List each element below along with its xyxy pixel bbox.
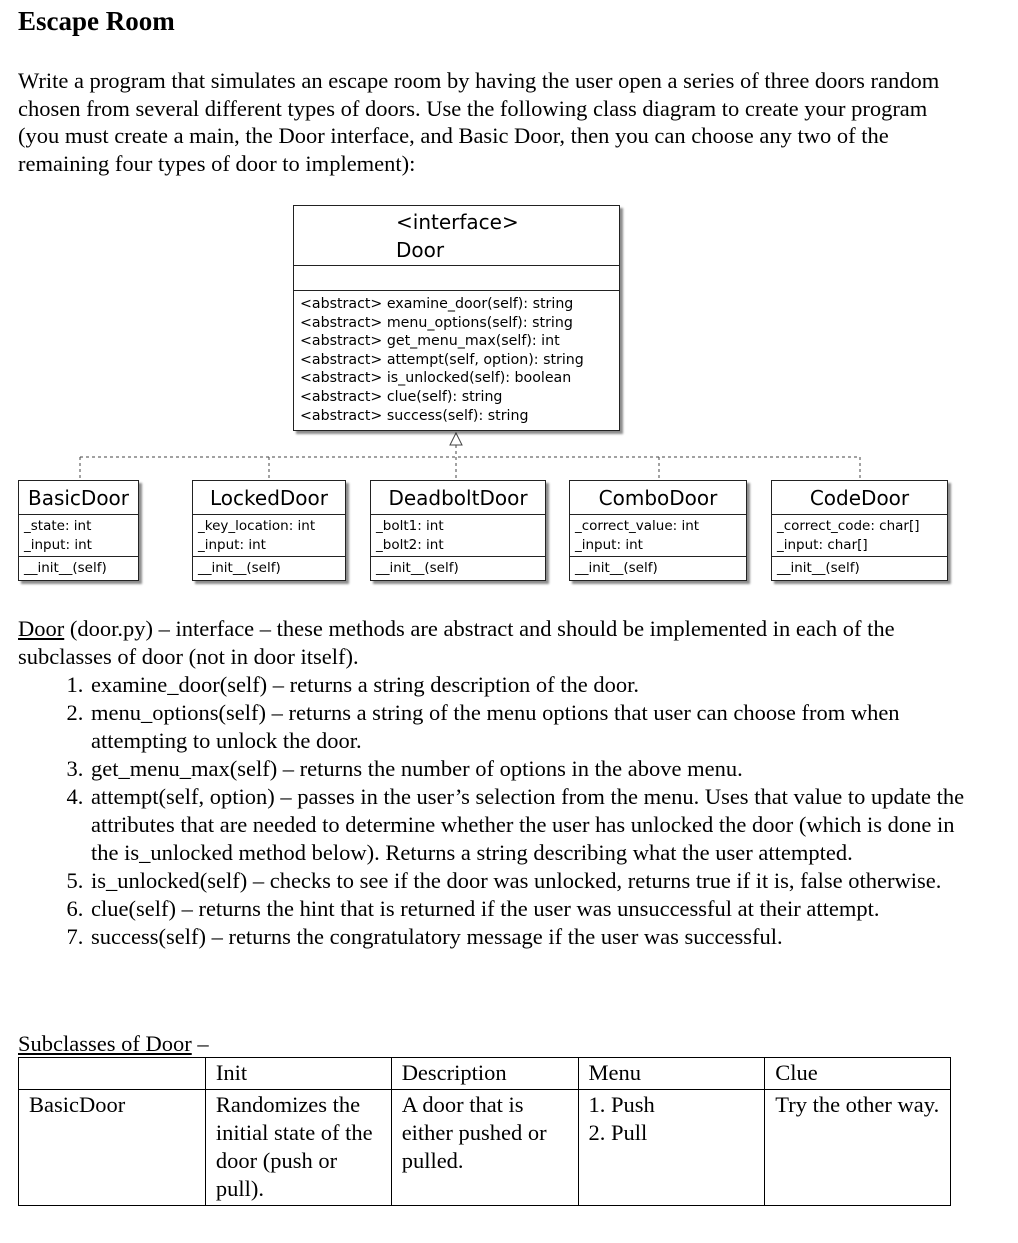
class-name: CodeDoor	[772, 481, 947, 515]
class-attribute: _key_location: int	[198, 518, 316, 534]
door-interface-description	[18, 615, 978, 951]
class-operation: __init__(self)	[198, 560, 281, 576]
class-name: DeadboltDoor	[371, 481, 545, 515]
class-attribute: _correct_code: char[]	[777, 518, 920, 534]
door-attributes	[294, 266, 619, 291]
list-item: 7. success(self) – returns the congratulatory message if the user was successful.	[89, 923, 978, 951]
class-attribute: _bolt1: int	[376, 518, 444, 534]
table-header-cell: Description	[391, 1058, 578, 1090]
class-operation: __init__(self)	[24, 560, 107, 576]
class-operation: __init__(self)	[777, 560, 860, 576]
codedoor-class-box	[771, 480, 948, 581]
class-name: LockedDoor	[193, 481, 345, 515]
table-header-cell: Init	[205, 1058, 391, 1090]
class-attribute: _input: char[]	[777, 537, 868, 553]
door-method: <abstract> success(self): string	[300, 407, 529, 424]
list-item: 2. menu_options(self) – returns a string of the menu options that user can choose from when attempting to unlock the door.	[89, 699, 978, 755]
table-cell: 1. Push 2. Pull	[578, 1090, 765, 1206]
class-name: BasicDoor	[19, 481, 138, 515]
table-cell: BasicDoor	[19, 1090, 206, 1206]
table-cell: A door that is either pushed or pulled.	[391, 1090, 578, 1206]
door-method: <abstract> examine_door(self): string	[300, 296, 574, 312]
list-item: 4. attempt(self, option) – passes in the user’s selection from the menu. Uses that value to update the attributes that are needed to determine whether the user has unlocked the door (which is done in the is_unlocked method below). Returns a string describing what the user attempted.	[89, 783, 978, 867]
door-method: <abstract> is_unlocked(self): boolean	[300, 370, 572, 387]
intro-paragraph: Write a program that simulates an escape room by having the user open a series of three doors random chosen from several different types of doors. Use the following class diagram to create your program (you must create a main, the Door interface, and Basic Door, then you can choose any two of the remaining four types of door to implement):	[18, 68, 940, 176]
door-description-text: (door.py) – interface – these methods are abstract and should be implemented in each of the subclasses of door (not in door itself).	[18, 616, 895, 669]
lockeddoor-class-box	[192, 480, 346, 581]
list-item: 3. get_menu_max(self) – returns the number of options in the above menu.	[89, 755, 978, 783]
table-header-cell	[19, 1058, 206, 1090]
door-methods	[294, 291, 619, 425]
class-attribute: _bolt2: int	[376, 537, 444, 553]
list-item: 6. clue(self) – returns the hint that is returned if the user was unsuccessful at their attempt.	[89, 895, 978, 923]
class-name: ComboDoor	[570, 481, 746, 515]
door-method: <abstract> menu_options(self): string	[300, 314, 573, 331]
door-stereotype: <interface>	[396, 210, 519, 234]
class-attribute: _input: int	[24, 537, 92, 553]
page-title: Escape Room	[18, 6, 175, 36]
class-attribute: _input: int	[198, 537, 266, 553]
table-header-cell: Menu	[578, 1058, 765, 1090]
combodoor-class-box	[569, 480, 747, 581]
class-attribute: _state: int	[24, 518, 92, 534]
deadboltdoor-class-box	[370, 480, 546, 581]
table-cell: Try the other way.	[765, 1090, 951, 1206]
class-operation: __init__(self)	[376, 560, 459, 576]
door-name: Door	[396, 238, 445, 262]
subclasses-dash: –	[191, 1031, 209, 1056]
table-cell: Randomizes the initial state of the door (push or pull).	[205, 1090, 391, 1206]
list-item: 1. examine_door(self) – returns a string description of the door.	[89, 671, 978, 699]
table-row	[19, 1090, 951, 1206]
door-interface-header	[294, 206, 619, 266]
door-link[interactable]: Door	[18, 616, 65, 641]
subclasses-table	[18, 1057, 951, 1206]
class-operation: __init__(self)	[575, 560, 658, 576]
class-attribute: _input: int	[575, 537, 643, 553]
door-interface-box	[293, 205, 620, 431]
door-description-lead	[18, 615, 978, 671]
class-attribute: _correct_value: int	[575, 518, 700, 534]
door-method: <abstract> attempt(self, option): string	[300, 351, 584, 368]
subclasses-link[interactable]: Subclasses of Door	[18, 1031, 192, 1056]
basicdoor-class-box	[18, 480, 139, 581]
table-header-row	[19, 1058, 951, 1090]
table-header-cell: Clue	[765, 1058, 951, 1090]
door-method: <abstract> clue(self): string	[300, 388, 503, 405]
subclasses-heading	[18, 1030, 209, 1058]
door-method-list	[18, 671, 978, 951]
door-method: <abstract> get_menu_max(self): int	[300, 333, 560, 350]
list-item: 5. is_unlocked(self) – checks to see if the door was unlocked, returns true if it is, false otherwise.	[89, 867, 978, 895]
inheritance-arrowhead-icon	[450, 433, 462, 445]
